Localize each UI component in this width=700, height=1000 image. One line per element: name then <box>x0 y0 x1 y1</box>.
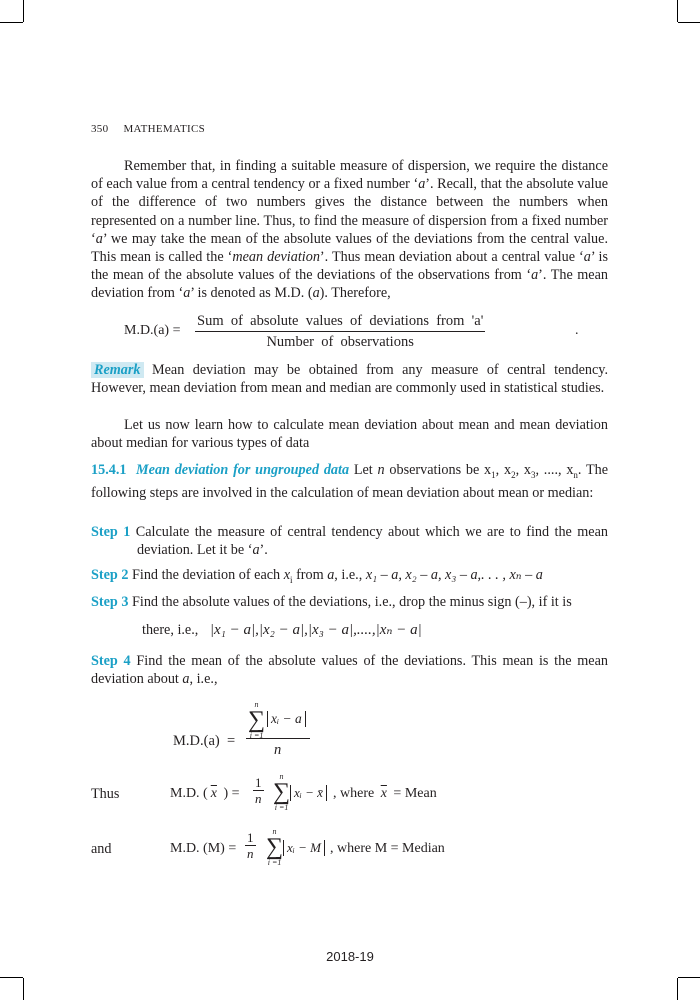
step-label: Step 4 <box>91 653 131 669</box>
intro-paragraph: Remember that, in finding a suitable measure of dispersion, we require the distance of each value from a central tendency or a fixed number ‘a’. Recall, that the absolute value of the difference of two numbers gives the distance between the numbers when represented on a number line. Thus, to find the measure of dispersion from a fixed number ‘a’ we may take the mean of the absolute values of the deviations from the central value. This mean is called the ‘mean deviation’. Thus mean deviation about a central value ‘a’ is the mean of the absolute values of the deviations of the observations from ‘a’. The mean deviation from ‘a’ is denoted as M.D. (a). Therefore, <box>91 158 608 302</box>
and-label: and <box>91 841 112 857</box>
step-2: Step 2 Find the deviation of each $x_i$ from a, i.e., x₁ – a, x₂ – a, x₃ – a,. . . , xₙ – a <box>91 567 543 585</box>
thus-label: Thus <box>91 786 120 802</box>
fraction-numerator: Sum of absolute values of deviations from 'a' <box>197 313 484 329</box>
md-definition-lhs: M.D.(a) = <box>124 323 181 338</box>
crop-mark <box>678 977 700 978</box>
step-label: Step 3 <box>91 594 129 610</box>
one-over-n: 1 n <box>247 830 254 861</box>
section-paragraph: 15.4.1 Mean deviation for ungrouped data Let n observations be $x_1$, $x_2$, $x_3$, ...., $x_n$. The following steps are involved in the calculation of mean deviation about mean or median: <box>91 462 609 502</box>
header-title: MATHEMATICS <box>123 123 205 135</box>
md-definition-fraction <box>195 311 485 352</box>
step-label: Step 2 <box>91 567 129 583</box>
absolute-deviation-term: xᵢ − x̄ <box>290 785 327 801</box>
md-about-a-lhs: M.D.(a) = <box>173 733 236 749</box>
running-header <box>91 123 205 135</box>
step-3-continuation: there, i.e., |x₁ − a|,|x₂ − a|,|x₃ − a|,....,|xₙ − a| <box>142 622 422 638</box>
fraction-bar <box>246 738 310 739</box>
absolute-deviation-term: xᵢ − a <box>267 711 306 727</box>
step-3: Step 3 Find the absolute values of the deviations, i.e., drop the minus sign (–), if it is <box>91 594 572 610</box>
fraction-denominator: Number of observations <box>266 334 414 350</box>
mean-symbol: $\overline{x}$ <box>380 786 387 801</box>
mean-symbol: $\overline{x}$ <box>210 786 217 801</box>
transition-paragraph: Let us now learn how to calculate mean deviation about mean and mean deviation about median for various types of data <box>91 417 608 452</box>
page-footer: 2018-19 <box>326 949 374 964</box>
step-label: Step 1 <box>91 524 131 540</box>
fraction-denominator: n <box>274 742 282 758</box>
md-about-median: M.D. (M) = 1 n n ∑ i =1 xᵢ − M , where M = Median <box>170 827 445 867</box>
summation-symbol: n ∑ i =1 <box>266 827 284 867</box>
summation-symbol: n ∑ i =1 <box>248 700 266 740</box>
step-1: Step 1 Calculate the measure of central tendency about which we are to find the mean deviation. Let it be ‘a’. <box>91 524 608 559</box>
crop-mark <box>23 0 24 22</box>
summation-symbol: n ∑ i =1 <box>273 772 291 812</box>
one-over-n: 1 n <box>255 775 262 806</box>
remark-label: Remark <box>91 362 144 378</box>
section-number: 15.4.1 <box>91 462 127 478</box>
md-about-mean: M.D. ( $\overline{x}$ ) = 1 n n ∑ i =1 xᵢ − x̄ , where $\overline{x}$ = Mean <box>170 772 437 812</box>
crop-mark <box>0 22 23 23</box>
page-number: 350 <box>91 123 109 135</box>
crop-mark <box>0 977 23 978</box>
crop-mark <box>677 0 678 22</box>
md-about-a-fraction <box>246 700 310 762</box>
deviation-expression: x₁ – a, x₂ – a, x₃ – a,. . . , xₙ – a <box>365 567 543 583</box>
absolute-deviation-term: xᵢ − M <box>283 840 325 856</box>
crop-mark <box>678 22 700 23</box>
step-4: Step 4 Find the mean of the absolute values of the deviations. This mean is the mean deviation about a, i.e., <box>91 653 608 688</box>
remark-paragraph: Remark Mean deviation may be obtained from any measure of central tendency. However, mean deviation from mean and median are commonly used in statistical studies. <box>91 362 608 397</box>
crop-mark <box>23 978 24 1000</box>
section-title: Mean deviation for ungrouped data <box>136 462 350 478</box>
absolute-values-expression: |x₁ − a|,|x₂ − a|,|x₃ − a|,....,|xₙ − a| <box>209 622 422 638</box>
formula-period: . <box>575 323 579 338</box>
crop-mark <box>677 978 678 1000</box>
